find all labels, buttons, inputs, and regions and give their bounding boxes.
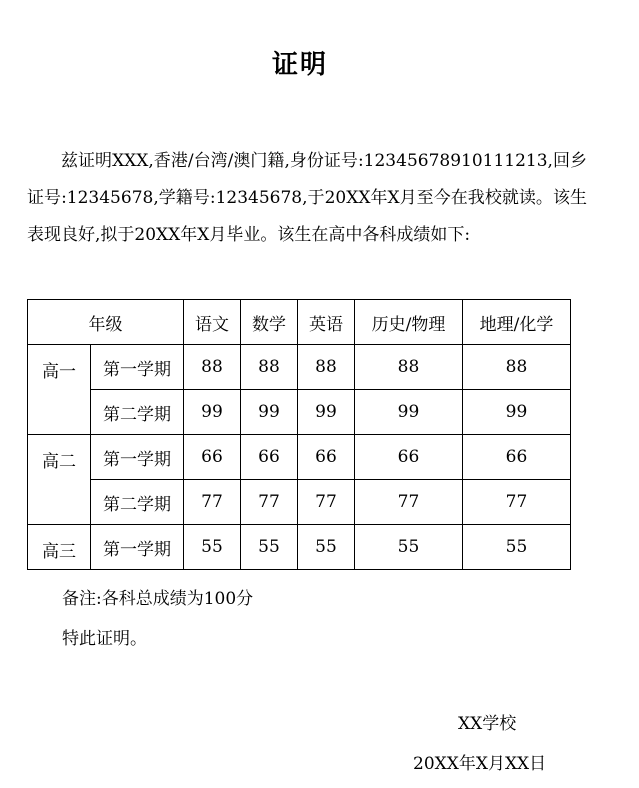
table-row — [28, 345, 571, 390]
score-cell: 99 — [298, 390, 355, 435]
term-label: 第二学期 — [91, 390, 184, 435]
score-cell: 99 — [355, 390, 463, 435]
closing-statement: 特此证明。 — [62, 629, 147, 649]
subject-header: 历史/物理 — [355, 300, 463, 345]
table-row — [28, 390, 571, 435]
score-cell: 99 — [241, 390, 298, 435]
year-label: 高三 — [28, 525, 91, 570]
term-label: 第一学期 — [91, 435, 184, 480]
score-cell: 99 — [184, 390, 241, 435]
remark-note: 备注:各科总成绩为100分 — [62, 589, 254, 609]
score-cell: 55 — [184, 525, 241, 570]
score-cell: 77 — [355, 480, 463, 525]
score-cell: 55 — [463, 525, 571, 570]
score-cell: 55 — [298, 525, 355, 570]
term-label: 第一学期 — [91, 345, 184, 390]
grade-header: 年级 — [28, 300, 184, 345]
score-cell: 88 — [463, 345, 571, 390]
table-row — [28, 435, 571, 480]
score-cell: 77 — [298, 480, 355, 525]
score-cell: 99 — [463, 390, 571, 435]
year-label: 高一 — [28, 345, 91, 435]
score-cell: 88 — [184, 345, 241, 390]
subject-header: 数学 — [241, 300, 298, 345]
score-cell: 88 — [241, 345, 298, 390]
score-cell: 66 — [298, 435, 355, 480]
score-cell: 77 — [463, 480, 571, 525]
score-cell: 55 — [241, 525, 298, 570]
score-cell: 66 — [463, 435, 571, 480]
score-cell: 66 — [241, 435, 298, 480]
score-cell: 66 — [184, 435, 241, 480]
subject-header: 英语 — [298, 300, 355, 345]
school-signature: XX学校 — [458, 714, 517, 734]
subject-header: 语文 — [184, 300, 241, 345]
document-title: 证明 — [271, 50, 328, 80]
grades-table — [27, 299, 571, 570]
table-row — [28, 480, 571, 525]
score-cell: 77 — [241, 480, 298, 525]
issue-date: 20XX年X月XX日 — [413, 754, 547, 774]
score-cell: 88 — [298, 345, 355, 390]
year-label: 高二 — [28, 435, 91, 525]
score-cell: 77 — [184, 480, 241, 525]
table-header-row — [28, 300, 571, 345]
table-row — [28, 525, 571, 570]
term-label: 第一学期 — [91, 525, 184, 570]
term-label: 第二学期 — [91, 480, 184, 525]
certificate-paragraph: 兹证明XXX,香港/台湾/澳门籍,身份证号:12345678910111213,回乡证号:12345678,学籍号:12345678,于20XX年X月至今在我校就读。该生表现良好,拟于20XX年X月毕业。该生在高中各科成绩如下: — [27, 151, 587, 245]
subject-header: 地理/化学 — [463, 300, 571, 345]
score-cell: 88 — [355, 345, 463, 390]
score-cell: 66 — [355, 435, 463, 480]
score-cell: 55 — [355, 525, 463, 570]
